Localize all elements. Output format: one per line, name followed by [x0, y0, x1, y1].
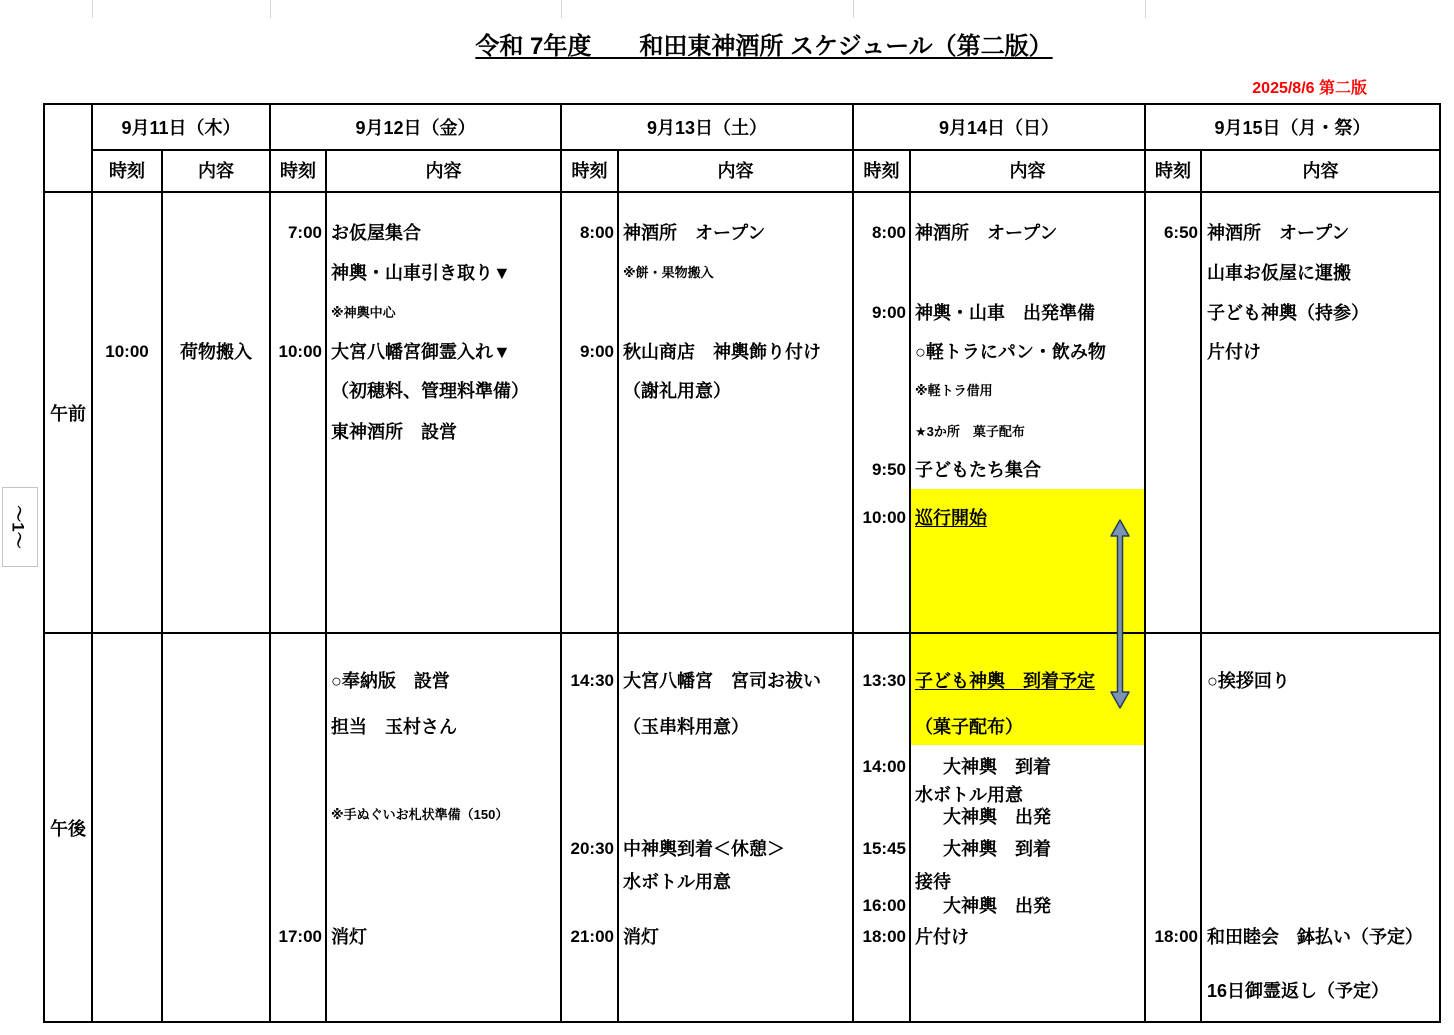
- schedule-entry-text: ○軽トラにパン・飲み物: [915, 342, 1106, 362]
- schedule-entry-time: 9:00: [579, 342, 614, 361]
- grid-line: [91, 103, 93, 1023]
- schedule-entry-text: 神酒所 オープン: [915, 223, 1058, 243]
- schedule-entry-text: 水ボトル用意: [915, 785, 1023, 805]
- schedule-entry-text: 神輿・山車 出発準備: [915, 303, 1095, 323]
- sheet-gridline: [561, 0, 562, 18]
- grid-line: [43, 1021, 1441, 1023]
- schedule-entry-time: 8:00: [579, 223, 614, 242]
- date-header-0912: 9月12日（金）: [355, 118, 476, 138]
- schedule-entry-text: 大神輿 出発: [943, 807, 1051, 827]
- schedule-entry-time: 16:00: [862, 896, 906, 915]
- grid-line: [92, 149, 1441, 151]
- schedule-entry-text: 大神輿 到着: [943, 839, 1051, 859]
- schedule-entry-text: 水ボトル用意: [623, 872, 731, 892]
- schedule-entry-text: 神酒所 オープン: [623, 223, 766, 243]
- time-column-header: 時刻: [571, 161, 608, 181]
- time-column-header: 時刻: [109, 161, 145, 181]
- schedule-entry-time: 17:00: [278, 927, 322, 946]
- schedule-entry-text: 東神酒所 設営: [331, 422, 457, 442]
- schedule-entry-text: 中神輿到着＜休憩＞: [623, 839, 785, 859]
- schedule-entry-text: （謝礼用意）: [623, 381, 731, 401]
- date-header-0911: 9月11日（木）: [121, 118, 241, 138]
- schedule-entry-text: 神輿・山車引き取り▼: [331, 263, 511, 283]
- schedule-entry-time: 9:50: [871, 460, 906, 479]
- schedule-entry-text: 子ども神輿（持参）: [1207, 303, 1369, 323]
- grid-line: [43, 191, 1441, 193]
- time-column-header: 時刻: [1155, 161, 1191, 181]
- schedule-entry-text: 消灯: [623, 927, 659, 947]
- grid-line: [325, 149, 327, 1023]
- schedule-entry-text: 巡行開始: [915, 508, 987, 528]
- grid-line: [43, 632, 1441, 634]
- date-header-0913: 9月13日（土）: [646, 118, 768, 138]
- schedule-entry-time: 18:00: [862, 927, 906, 946]
- date-header-0914: 9月14日（日）: [938, 118, 1060, 138]
- schedule-entry-text: 接待: [915, 872, 951, 892]
- schedule-entry-text: （菓子配布）: [915, 717, 1023, 737]
- page-number-marker: [2, 487, 38, 567]
- schedule-entry-text: 担当 玉村さん: [331, 717, 457, 737]
- schedule-entry-text: 大宮八幡宮御霊入れ▼: [331, 342, 511, 362]
- schedule-entry-text: 子ども神輿 到着予定: [915, 671, 1095, 691]
- content-column-header: 内容: [1302, 161, 1339, 181]
- schedule-entry-text: 子どもたち集合: [915, 460, 1041, 480]
- period-label-am: 午前: [50, 404, 86, 424]
- schedule-entry-time: 10:00: [278, 342, 322, 361]
- schedule-entry-text: 大宮八幡宮 宮司お祓い: [623, 671, 821, 691]
- schedule-entry-text: ○挨拶回り: [1207, 671, 1290, 691]
- schedule-entry-text: 秋山商店 神輿飾り付け: [623, 342, 821, 362]
- schedule-entry-text: （初穂料、管理料準備）: [331, 381, 529, 401]
- time-column-header: 時刻: [863, 161, 900, 181]
- sheet-gridline: [1145, 0, 1146, 18]
- schedule-entry-time: 9:00: [871, 303, 906, 322]
- content-column-header: 内容: [425, 161, 462, 181]
- schedule-entry-time: 13:30: [862, 671, 906, 690]
- schedule-entry-note: ※餅・果物搬入: [623, 265, 714, 280]
- revision-note: 2025/8/6 第二版: [1252, 80, 1367, 97]
- schedule-entry-text: 16日御霊返し（予定）: [1207, 981, 1390, 1001]
- schedule-entry-text: 消灯: [331, 927, 367, 947]
- schedule-entry-text: 片付け: [915, 927, 969, 947]
- period-label-pm: 午後: [50, 819, 86, 839]
- schedule-entry-text: 神酒所 オープン: [1207, 223, 1350, 243]
- sheet-gridline: [92, 0, 93, 18]
- schedule-entry-text: お仮屋集合: [331, 223, 421, 243]
- content-column-header: 内容: [1009, 161, 1046, 181]
- content-column-header: 内容: [198, 161, 234, 181]
- sheet-gridline: [853, 0, 854, 18]
- vertical-double-arrow-icon: [1108, 518, 1132, 710]
- schedule-entry-time: 7:00: [287, 223, 322, 242]
- schedule-entry-time: 6:50: [1163, 223, 1198, 242]
- schedule-entry-text: （玉串料用意）: [623, 717, 749, 737]
- grid-line: [617, 149, 619, 1023]
- schedule-entry-time: 8:00: [871, 223, 906, 242]
- sheet-gridline: [270, 0, 271, 18]
- schedule-entry-time: 15:45: [862, 839, 906, 858]
- time-column-header: 時刻: [280, 161, 316, 181]
- schedule-entry-time: 20:30: [570, 839, 614, 858]
- schedule-entry-text: 大神輿 到着: [943, 757, 1051, 777]
- schedule-entry-time: 18:00: [1154, 927, 1198, 946]
- schedule-entry-time: 14:30: [570, 671, 614, 690]
- schedule-entry-text: 山車お仮屋に運搬: [1207, 263, 1351, 283]
- schedule-entry-note: ★3か所 菓子配布: [915, 424, 1025, 439]
- grid-line: [161, 149, 163, 1023]
- schedule-entry-time: 10:00: [862, 508, 906, 527]
- schedule-entry-note: ※軽トラ借用: [915, 383, 993, 398]
- schedule-entry-note: ※手ぬぐいお札状準備（150）: [331, 807, 509, 822]
- grid-line: [43, 103, 1441, 105]
- schedule-entry-time: 14:00: [862, 757, 906, 776]
- schedule-entry-text: ○奉納版 設営: [331, 671, 450, 691]
- schedule-entry-text: 片付け: [1207, 342, 1261, 362]
- schedule-entry-text: 大神輿 出発: [943, 896, 1051, 916]
- page-number-text: ～1～: [8, 505, 28, 549]
- grid-line: [43, 103, 45, 1023]
- schedule-entry-note: ※神輿中心: [331, 305, 396, 320]
- grid-line: [909, 149, 911, 1023]
- content-column-header: 内容: [717, 161, 754, 181]
- grid-line: [1200, 149, 1202, 1023]
- schedule-title: 令和 7年度 和田東神酒所 スケジュール（第二版）: [475, 33, 1053, 60]
- schedule-entry-time: 21:00: [570, 927, 614, 946]
- grid-line: [1439, 103, 1441, 1023]
- schedule-entry-text: 荷物搬入: [180, 342, 252, 362]
- schedule-entry-text: 和田睦会 鉢払い（予定）: [1207, 927, 1423, 947]
- schedule-entry-time: 10:00: [105, 342, 149, 361]
- date-header-0915: 9月15日（月・祭）: [1214, 118, 1371, 138]
